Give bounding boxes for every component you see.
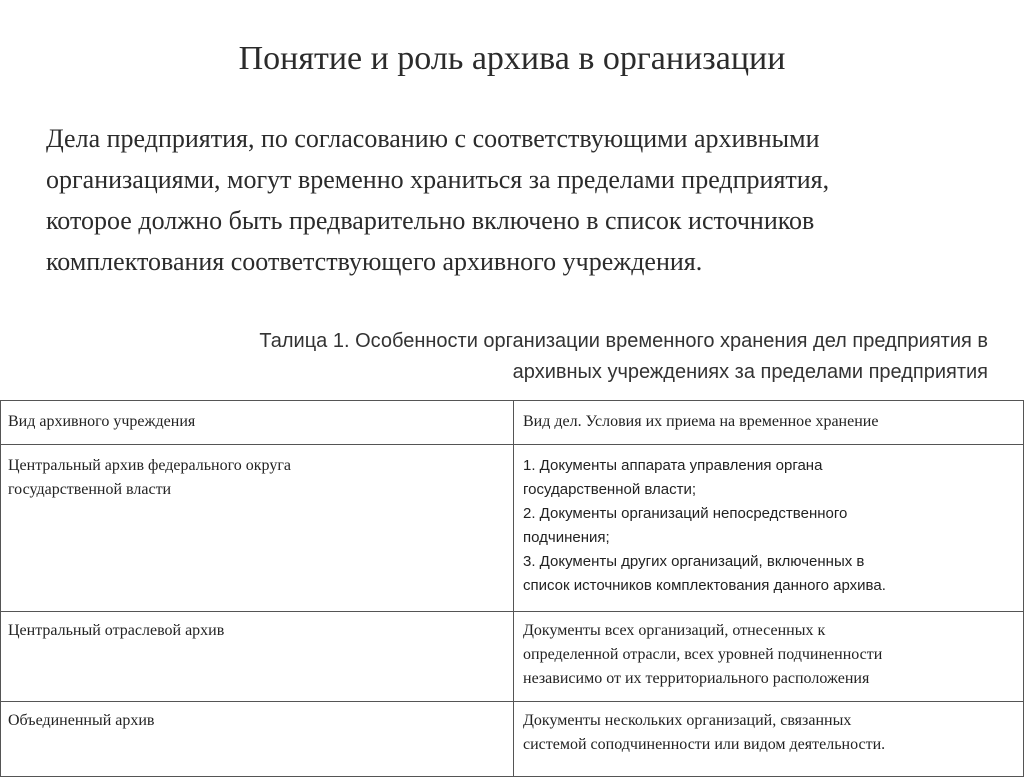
cell-line: независимо от их территориального расположения [523, 670, 870, 687]
cell-conditions [514, 445, 1024, 612]
cell-line: подчинения; [523, 529, 610, 546]
cell-line: Центральный отраслевой архив [8, 622, 225, 639]
cell-line: Документы всех организаций, отнесенных к [523, 622, 826, 639]
table-row [1, 612, 1024, 702]
header-text: Вид архивного учреждения [8, 413, 196, 430]
caption-line: Талица 1. Особенности организации временного хранения дел предприятия в [259, 330, 988, 352]
cell-line: Центральный архив федерального округа [8, 457, 291, 474]
paragraph-line: Дела предприятия, по согласованию с соответствующими архивными [46, 124, 820, 153]
cell-line: Объединенный архив [8, 712, 155, 729]
table-row [1, 702, 1024, 777]
cell-line: 3. Документы других организаций, включенных в [523, 553, 865, 570]
cell-line: государственной власти; [523, 481, 697, 498]
archive-table [0, 400, 1024, 777]
cell-archive-type [1, 702, 514, 777]
paragraph-line: которое должно быть предварительно включено в список источников [46, 206, 815, 235]
cell-archive-type [1, 612, 514, 702]
cell-line: определенной отрасли, всех уровней подчиненности [523, 646, 883, 663]
paragraph-line: комплектования соответствующего архивного учреждения. [46, 247, 703, 276]
header-text: Вид дел. Условия их приема на временное хранение [523, 413, 879, 430]
cell-line: государственной власти [8, 481, 172, 498]
cell-conditions [514, 612, 1024, 702]
header-cell-conditions [514, 401, 1024, 445]
cell-conditions [514, 702, 1024, 777]
cell-line: 2. Документы организаций непосредственного [523, 505, 848, 522]
paragraph-line: организациями, могут временно храниться за пределами предприятия, [46, 165, 830, 194]
cell-line: 1. Документы аппарата управления органа [523, 457, 823, 474]
caption-line: архивных учреждениях за пределами предприятия [512, 361, 988, 383]
table-row [1, 445, 1024, 612]
slide-title: Понятие и роль архива в организации [238, 40, 786, 77]
body-paragraph [46, 118, 1006, 282]
cell-archive-type [1, 445, 514, 612]
cell-line: системой соподчиненности или видом деятельности. [523, 736, 886, 753]
cell-line: список источников комплектования данного архива. [523, 577, 886, 594]
table-caption [60, 326, 988, 388]
header-cell-archive-type [1, 401, 514, 445]
table-header-row [1, 401, 1024, 445]
cell-line: Документы нескольких организаций, связанных [523, 712, 852, 729]
